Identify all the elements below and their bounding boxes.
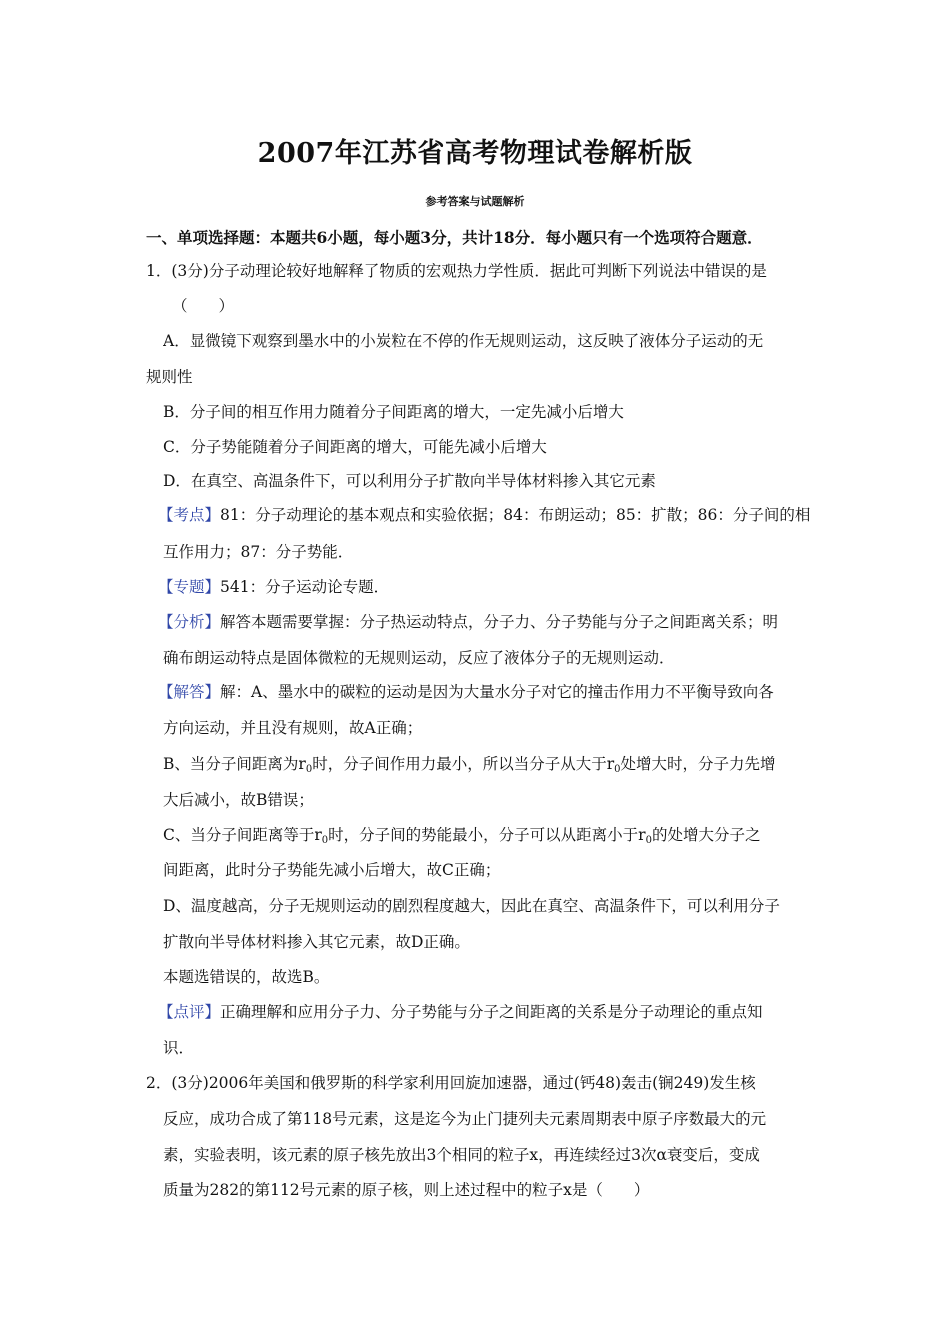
answer-c-text-b: 时，分子间的势能最小，分子可以从距离小于r <box>328 826 646 844</box>
q2-stem-line-3: 素，实验表明，该元素的原子核先放出3个相同的粒子x，再连续经过3次α衰变后，变成 <box>163 1146 760 1164</box>
r0-subscript: 0 <box>305 764 313 775</box>
zhuanti-tag: 【专题】 <box>158 578 221 596</box>
answer-c-text-c: 的处增大分子之 <box>651 826 761 844</box>
q2-stem-line-4: 质量为282的第112号元素的原子核，则上述过程中的粒子x是（ ） <box>163 1181 650 1199</box>
page-title: 2007年江苏省高考物理试卷解析版 <box>257 138 693 169</box>
dianping-text-1: 正确理解和应用分子力、分子势能与分子之间距离的关系是分子动理论的重点知 <box>220 1003 763 1021</box>
fenxi-line-2: 确布朗运动特点是固体微粒的无规则运动，反应了液体分子的无规则运动． <box>163 649 675 667</box>
answer-b-text-b: 时，分子间作用力最小，所以当分子从大于r <box>312 755 615 773</box>
dianping-line-2: 识． <box>163 1039 195 1057</box>
q1-option-d: D．在真空、高温条件下，可以利用分子扩散向半导体材料掺入其它元素 <box>163 472 656 490</box>
q2-stem-line-2: 反应，成功合成了第118号元素，这是迄今为止门捷列夫元素周期表中原子序数最大的元 <box>163 1110 767 1128</box>
jieda-line-2: 方向运动，并且没有规则，故A正确； <box>163 719 423 737</box>
answer-b-text-c: 处增大时，分子力先增 <box>620 755 776 773</box>
dianping-line-1 <box>158 1000 822 1022</box>
kaodian-line-2: 互作用力；87：分子势能． <box>163 543 354 561</box>
q1-option-a-line-1: A．显微镜下观察到墨水中的小炭粒在不停的作无规则运动，这反映了液体分子运动的无 <box>163 332 764 350</box>
q1-stem-line-1: 1．(3分)分子动理论较好地解释了物质的宏观热力学性质．据此可判断下列说法中错误的是 <box>146 262 767 280</box>
q1-option-c: C．分子势能随着分子间距离的增大，可能先减小后增大 <box>163 438 547 456</box>
answer-c-line-2: 间距离，此时分子势能先减小后增大，故C正确； <box>163 861 501 879</box>
fenxi-text-1: 解答本题需要掌握：分子热运动特点，分子力、分子势能与分子之间距离关系；明 <box>220 613 779 631</box>
answer-d-line-1: D、温度越高，分子无规则运动的剧烈程度越大，因此在真空、高温条件下，可以利用分子 <box>163 897 780 915</box>
dianping-tag: 【点评】 <box>158 1003 221 1021</box>
q1-stem-line-2: （ ） <box>172 297 235 315</box>
fenxi-tag: 【分析】 <box>158 613 221 631</box>
jieda-tag: 【解答】 <box>158 683 221 701</box>
answer-b-line-1 <box>163 752 827 775</box>
q1-option-b: B．分子间的相互作用力随着分子间距离的增大，一定先减小后增大 <box>163 403 624 421</box>
r0-subscript: 0 <box>614 764 621 775</box>
conclusion-line: 本题选错误的，故选B。 <box>163 968 330 986</box>
fenxi-line-1 <box>158 610 822 632</box>
answer-c-line-1 <box>163 823 827 846</box>
r0-subscript: 0 <box>645 835 652 846</box>
zhuanti-line <box>158 575 822 597</box>
q1-option-a-line-2: 规则性 <box>146 368 193 386</box>
jieda-line-1 <box>158 680 822 702</box>
section-heading: 一、单项选择题：本题共6小题，每小题3分，共计18分．每小题只有一个选项符合题意． <box>146 228 763 247</box>
kaodian-tag: 【考点】 <box>158 506 221 524</box>
answer-d-line-2: 扩散向半导体材料掺入其它元素，故D正确。 <box>163 933 470 951</box>
r0-subscript: 0 <box>321 835 329 846</box>
answer-b-text-a: B、当分子间距离为r <box>163 755 306 773</box>
page-subtitle: 参考答案与试题解析 <box>425 195 525 208</box>
kaodian-line-1 <box>158 503 822 525</box>
zhuanti-text: 541：分子运动论专题． <box>220 578 390 596</box>
q2-stem-line-1: 2．(3分)2006年美国和俄罗斯的科学家利用回旋加速器，通过(钙48)轰击(锎249)发生核 <box>146 1074 756 1092</box>
answer-b-line-2: 大后减小，故B错误； <box>163 791 314 809</box>
kaodian-text-1: 81：分子动理论的基本观点和实验依据；84：布朗运动；85：扩散；86：分子间的相 <box>220 506 811 524</box>
answer-c-text-a: C、当分子间距离等于r <box>163 826 322 844</box>
jieda-text-1: 解：A、墨水中的碳粒的运动是因为大量水分子对它的撞击作用力不平衡导致向各 <box>220 683 774 701</box>
